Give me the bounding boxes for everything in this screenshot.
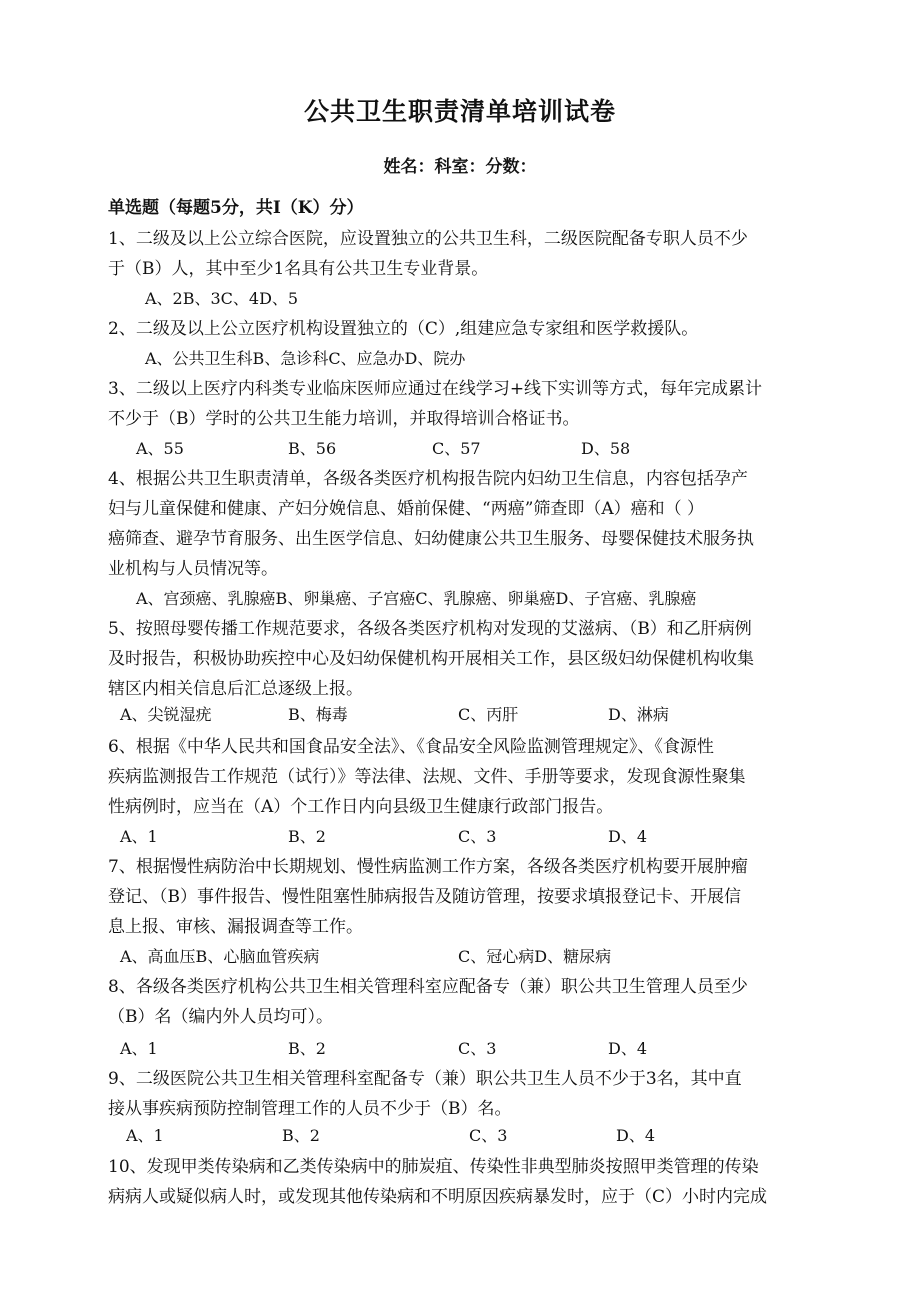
question-10-line-2: 病病人或疑似病人时，或发现其他传染病和不明原因疾病暴发时，应于（C）小时内完成 xyxy=(108,1187,768,1207)
student-info-line: 姓名：科室：分数： xyxy=(383,157,537,177)
question-6-option-a: A、1 xyxy=(120,827,158,846)
question-5-line-1: 5、按照母婴传播工作规范要求，各级各类医疗机构对发现的艾滋病、（B）和乙肝病例 xyxy=(108,619,752,639)
question-9-option-c: C、3 xyxy=(469,1126,508,1145)
question-1-options: A、2B、3C、4D、5 xyxy=(145,289,299,308)
question-9-option-b: B、2 xyxy=(282,1126,320,1145)
question-5-line-3: 辖区内相关信息后汇总逐级上报。 xyxy=(108,679,363,699)
question-7-line-1: 7、根据慢性病防治中长期规划、慢性病监测工作方案，各级各类医疗机构要开展肿瘤 xyxy=(108,857,748,877)
question-8-option-d: D、4 xyxy=(608,1039,648,1058)
question-4-line-3: 癌筛查、避孕节育服务、出生医学信息、妇幼健康公共卫生服务、母婴保健技术服务执 xyxy=(108,529,754,549)
question-6-option-c: C、3 xyxy=(458,827,497,846)
question-8-line-2: （B）名（编内外人员均可）。 xyxy=(108,1007,333,1027)
question-3-option-a: A、55 xyxy=(136,439,184,458)
question-5-option-b: B、梅毒 xyxy=(288,705,348,724)
question-6-option-d: D、4 xyxy=(608,827,648,846)
question-1-line-2: 于（B）人，其中至少1名具有公共卫生专业背景。 xyxy=(108,259,489,279)
question-8-option-c: C、3 xyxy=(458,1039,497,1058)
question-9-line-1: 9、二级医院公共卫生相关管理科室配备专（兼）职公共卫生人员不少于3名，其中直 xyxy=(108,1069,742,1089)
question-8-line-1: 8、各级各类医疗机构公共卫生相关管理科室应配备专（兼）职公共卫生管理人员至少 xyxy=(108,977,748,997)
question-6-line-2: 疾病监测报告工作规范（试行）》等法律、法规、文件、手册等要求，发现食源性聚集 xyxy=(108,767,746,787)
question-6-line-3: 性病例时，应当在（A）个工作日内向县级卫生健康行政部门报告。 xyxy=(108,797,614,817)
question-5-option-a: A、尖锐湿疣 xyxy=(120,705,212,724)
question-4-line-1: 4、根据公共卫生职责清单，各级各类医疗机构报告院内妇幼卫生信息，内容包括孕产 xyxy=(108,469,748,489)
question-9-option-a: A、1 xyxy=(126,1126,164,1145)
question-6-line-1: 6、根据《中华人民共和国食品安全法》、《食品安全风险监测管理规定》、《食源性 xyxy=(108,737,714,757)
question-8-option-b: B、2 xyxy=(288,1039,326,1058)
page-title: 公共卫生职责清单培训试卷 xyxy=(303,97,616,126)
question-5-option-d: D、淋病 xyxy=(608,705,669,724)
question-7-line-3: 息上报、审核、漏报调查等工作。 xyxy=(108,917,363,937)
question-2-line-1: 2、二级及以上公立医疗机构设置独立的（C）,组建应急专家组和医学救援队。 xyxy=(108,319,699,339)
question-5-line-2: 及时报告，积极协助疾控中心及妇幼保健机构开展相关工作，县区级妇幼保健机构收集 xyxy=(108,649,754,669)
question-9-option-d: D、4 xyxy=(616,1126,656,1145)
question-4-line-4: 业机构与人员情况等。 xyxy=(108,559,278,579)
question-8-option-a: A、1 xyxy=(120,1039,158,1058)
question-3-option-d: D、58 xyxy=(581,439,631,458)
section-heading: 单选题（每题5分，共I（K）分） xyxy=(108,198,364,218)
question-10-line-1: 10、发现甲类传染病和乙类传染病中的肺炭疽、传染性非典型肺炎按照甲类管理的传染 xyxy=(108,1157,759,1177)
question-7-options-ab: A、高血压B、心脑血管疾病 xyxy=(120,947,320,966)
question-1-line-1: 1、二级及以上公立综合医院，应设置独立的公共卫生科，二级医院配备专职人员不少 xyxy=(108,229,748,249)
question-4-options: A、宫颈癌、乳腺癌B、卵巢癌、子宫癌C、乳腺癌、卵巢癌D、子宫癌、乳腺癌 xyxy=(136,589,697,608)
question-3-line-1: 3、二级以上医疗内科类专业临床医师应通过在线学习+线下实训等方式，每年完成累计 xyxy=(108,379,763,399)
question-9-line-2: 接从事疾病预防控制管理工作的人员不少于（B）名。 xyxy=(108,1099,512,1119)
question-4-line-2: 妇与儿童保健和健康、产妇分娩信息、婚前保健、“两癌”筛查即（A）癌和（ ） xyxy=(108,499,705,519)
question-3-option-c: C、57 xyxy=(432,439,481,458)
question-3-line-2: 不少于（B）学时的公共卫生能力培训，并取得培训合格证书。 xyxy=(108,409,580,429)
question-7-line-2: 登记、（B）事件报告、慢性阻塞性肺病报告及随访管理，按要求填报登记卡、开展信 xyxy=(108,887,741,907)
question-7-options-cd: C、冠心病D、糖尿病 xyxy=(458,947,612,966)
question-6-option-b: B、2 xyxy=(288,827,326,846)
question-5-option-c: C、丙肝 xyxy=(458,705,519,724)
question-2-options: A、公共卫生科B、急诊科C、应急办D、院办 xyxy=(145,349,466,368)
question-3-option-b: B、56 xyxy=(288,439,337,458)
